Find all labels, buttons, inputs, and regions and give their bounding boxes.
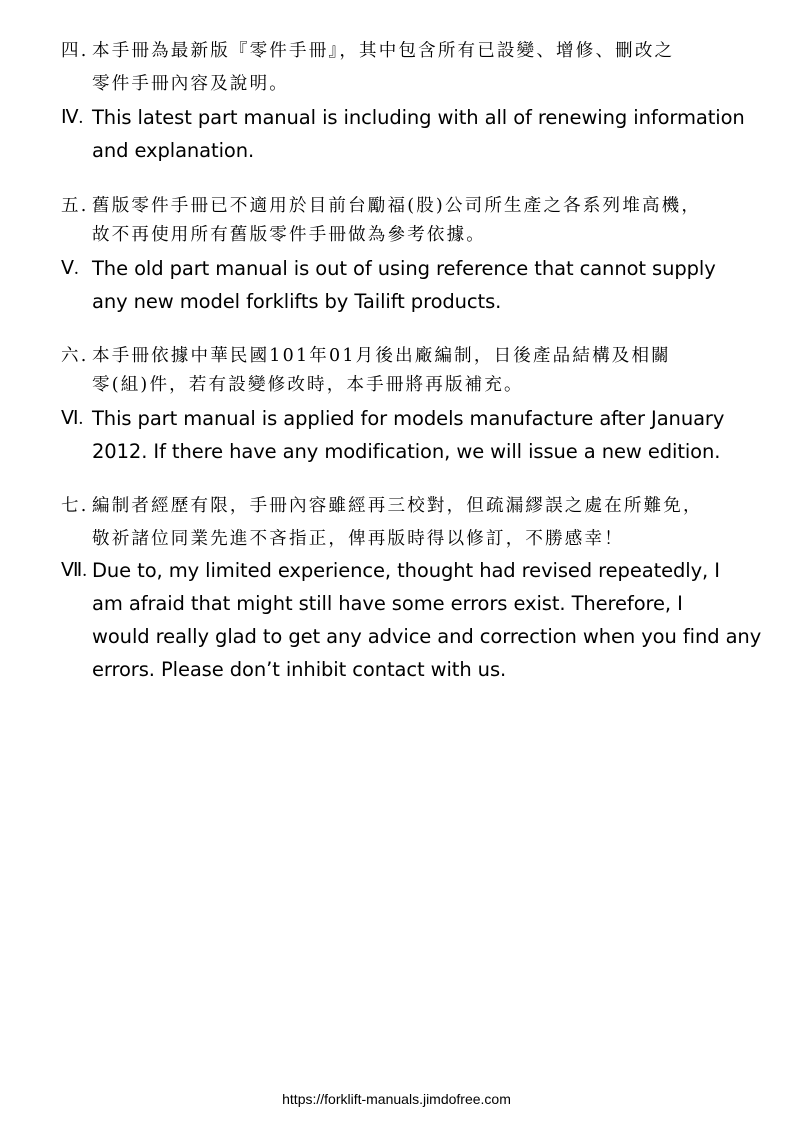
footer-url: https://forklift-manuals.jimdofree.com — [282, 1091, 511, 1107]
zh-marker: 七. — [61, 496, 89, 516]
en-marker: Ⅶ. — [61, 560, 88, 581]
zh-text: 本手冊為最新版『零件手冊』，其中包含所有已設變、增修、刪改之 — [92, 41, 675, 61]
zh-text: 本手冊依據中華民國101年01月後出廠編制，日後產品結構及相關 — [92, 346, 671, 366]
zh-line-cont: 故不再使用所有舊版零件手冊做為參考依據。 — [92, 225, 486, 245]
en-line-cont: am afraid that might still have some errors exist. Therefore, I — [92, 592, 683, 615]
zh-line-cont: 零(組)件，若有設變修改時，本手冊將再版補充。 — [92, 375, 524, 395]
en-marker: Ⅵ. — [61, 408, 84, 429]
en-line-cont: any new model forklifts by Tailift products. — [92, 290, 502, 313]
zh-text: 舊版零件手冊已不適用於目前台勵福(股)公司所生產之各系列堆高機， — [92, 196, 702, 216]
en-marker: Ⅳ. — [61, 107, 84, 128]
en-text: The old part manual is out of using reference that cannot supply — [92, 257, 716, 280]
en-text: This latest part manual is including with all of renewing information — [92, 106, 745, 129]
zh-line-cont: 敬祈諸位同業先進不吝指正，俾再版時得以修訂，不勝感幸！ — [92, 529, 624, 549]
zh-marker: 四. — [61, 41, 89, 61]
en-text: Due to, my limited experience, thought had revised repeatedly, I — [92, 559, 720, 582]
en-line-cont: errors. Please don’t inhibit contact with us. — [92, 658, 507, 681]
zh-marker: 六. — [61, 346, 89, 366]
zh-marker: 五. — [61, 196, 89, 216]
en-marker: Ⅴ. — [61, 258, 79, 279]
zh-line-cont: 零件手冊內容及說明。 — [92, 74, 289, 94]
en-line-cont: 2012. If there have any modification, we will issue a new edition. — [92, 440, 721, 463]
en-line-cont: would really glad to get any advice and correction when you find any — [92, 625, 762, 648]
en-text: This part manual is applied for models manufacture after January — [92, 407, 725, 430]
en-line-cont: and explanation. — [92, 139, 255, 162]
zh-text: 編制者經歷有限，手冊內容雖經再三校對，但疏漏繆誤之處在所難免， — [92, 496, 703, 516]
